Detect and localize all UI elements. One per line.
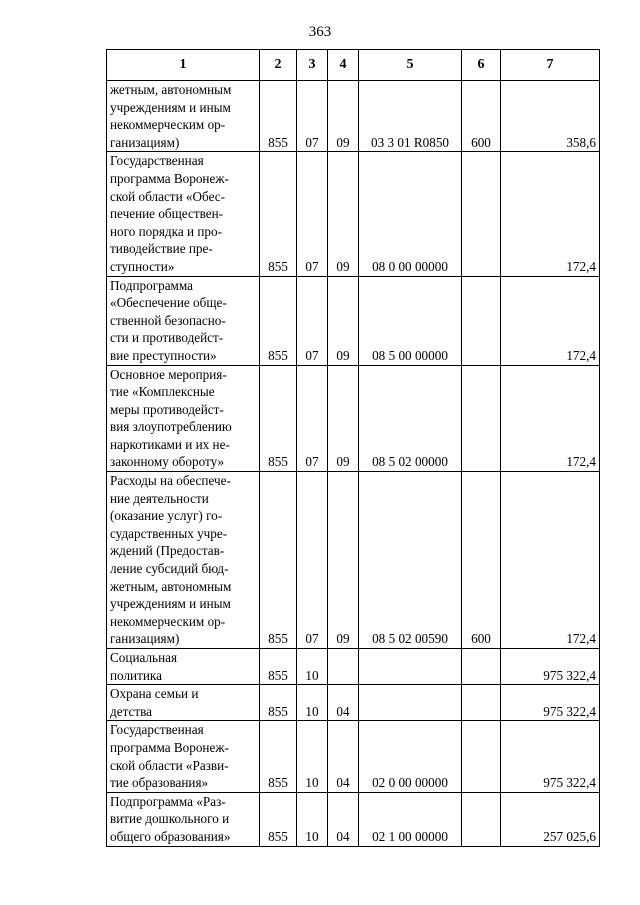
- ministry-code-cell: 855: [260, 365, 297, 472]
- row-name-line: ской области «Обес-: [110, 188, 225, 204]
- expense-type-cell: [462, 721, 501, 792]
- amount-cell: 975 322,4: [501, 649, 600, 685]
- row-name-line: сударственных учре-: [110, 525, 228, 541]
- expense-type-cell: [462, 365, 501, 472]
- row-name-line: ганизациям): [110, 631, 180, 647]
- column-header: 1: [107, 50, 260, 81]
- target-article-cell: 08 5 02 00590: [359, 472, 462, 649]
- section-code-cell: 10: [297, 685, 328, 721]
- row-name-line: Охрана семьи и: [110, 686, 199, 702]
- subsection-code-cell: 09: [328, 365, 359, 472]
- row-name-line: витие дошкольного и: [110, 811, 230, 827]
- row-name-cell: [107, 472, 260, 649]
- section-code-cell: 07: [297, 152, 328, 276]
- amount-cell: 358,6: [501, 81, 600, 152]
- row-name-line: некоммерческим ор-: [110, 613, 226, 629]
- expense-type-cell: 600: [462, 81, 501, 152]
- target-article-cell: 08 5 00 00000: [359, 276, 462, 365]
- expense-type-cell: [462, 152, 501, 276]
- target-article-cell: 08 0 00 00000: [359, 152, 462, 276]
- ministry-code-cell: 855: [260, 472, 297, 649]
- column-header: 5: [359, 50, 462, 81]
- section-code-cell: 07: [297, 81, 328, 152]
- row-name-line: жетным, автономным: [110, 82, 232, 97]
- row-name-line: некоммерческим ор-: [110, 117, 226, 133]
- row-name-line: ждений (Предостав-: [110, 543, 225, 559]
- section-code-cell: 10: [297, 792, 328, 846]
- row-name-line: ние деятельности: [110, 490, 209, 506]
- table-row: [107, 721, 600, 792]
- table-row: [107, 152, 600, 276]
- row-name-line: вие преступности»: [110, 347, 217, 363]
- target-article-cell: [359, 649, 462, 685]
- amount-cell: 975 322,4: [501, 685, 600, 721]
- amount-cell: 172,4: [501, 365, 600, 472]
- expense-type-cell: [462, 276, 501, 365]
- row-name-cell: [107, 276, 260, 365]
- row-name-line: печение обществен-: [110, 206, 224, 222]
- row-name-line: ской области «Разви-: [110, 757, 229, 773]
- row-name-line: учреждениям и иным: [110, 596, 231, 612]
- subsection-code-cell: 09: [328, 152, 359, 276]
- column-header: 6: [462, 50, 501, 81]
- row-name-line: ганизациям): [110, 134, 180, 150]
- ministry-code-cell: 855: [260, 152, 297, 276]
- subsection-code-cell: 04: [328, 685, 359, 721]
- row-name-line: тие образования»: [110, 775, 209, 791]
- amount-cell: 172,4: [501, 472, 600, 649]
- table-row: [107, 365, 600, 472]
- section-code-cell: 07: [297, 472, 328, 649]
- row-name-cell: [107, 649, 260, 685]
- table-row: [107, 472, 600, 649]
- subsection-code-cell: 09: [328, 81, 359, 152]
- row-name-line: тиводействие пре-: [110, 241, 213, 257]
- subsection-code-cell: 09: [328, 472, 359, 649]
- budget-table: [106, 49, 600, 847]
- ministry-code-cell: 855: [260, 649, 297, 685]
- expense-type-cell: [462, 649, 501, 685]
- target-article-cell: 02 0 00 00000: [359, 721, 462, 792]
- row-name-line: Государственная: [110, 722, 204, 738]
- row-name-line: ного порядка и про-: [110, 223, 222, 239]
- row-name-line: ственной безопасно-: [110, 312, 226, 328]
- subsection-code-cell: 09: [328, 276, 359, 365]
- row-name-line: «Обеспечение обще-: [110, 295, 227, 311]
- target-article-cell: [359, 685, 462, 721]
- target-article-cell: 08 5 02 00000: [359, 365, 462, 472]
- row-name-line: Государственная: [110, 153, 204, 169]
- table-row: [107, 685, 600, 721]
- row-name-line: меры противодейст-: [110, 401, 224, 417]
- subsection-code-cell: 04: [328, 792, 359, 846]
- amount-cell: 172,4: [501, 152, 600, 276]
- column-header: 7: [501, 50, 600, 81]
- ministry-code-cell: 855: [260, 81, 297, 152]
- row-name-cell: [107, 792, 260, 846]
- expense-type-cell: [462, 792, 501, 846]
- row-name-line: законному обороту»: [110, 454, 225, 470]
- section-code-cell: 10: [297, 721, 328, 792]
- row-name-line: (оказание услуг) го-: [110, 508, 223, 524]
- row-name-line: Подпрограмма «Раз-: [110, 793, 226, 809]
- row-name-cell: [107, 365, 260, 472]
- table-row: [107, 276, 600, 365]
- row-name-cell: [107, 81, 260, 152]
- row-name-line: жетным, автономным: [110, 578, 232, 594]
- table-row: [107, 649, 600, 685]
- subsection-code-cell: 04: [328, 721, 359, 792]
- subsection-code-cell: [328, 649, 359, 685]
- row-name-line: сти и противодейст-: [110, 330, 224, 346]
- ministry-code-cell: 855: [260, 721, 297, 792]
- row-name-line: Расходы на обеспече-: [110, 473, 231, 489]
- row-name-line: программа Воронеж-: [110, 739, 229, 755]
- target-article-cell: 03 3 01 R0850: [359, 81, 462, 152]
- row-name-cell: [107, 721, 260, 792]
- table-row: [107, 792, 600, 846]
- target-article-cell: 02 1 00 00000: [359, 792, 462, 846]
- row-name-line: ступности»: [110, 258, 175, 274]
- table-row: [107, 81, 600, 152]
- row-name-line: политика: [110, 667, 162, 683]
- section-code-cell: 10: [297, 649, 328, 685]
- row-name-line: Социальная: [110, 650, 178, 665]
- amount-cell: 975 322,4: [501, 721, 600, 792]
- row-name-line: детства: [110, 703, 153, 719]
- column-header: 4: [328, 50, 359, 81]
- amount-cell: 172,4: [501, 276, 600, 365]
- row-name-cell: [107, 152, 260, 276]
- row-name-line: тие «Комплексные: [110, 384, 215, 400]
- ministry-code-cell: 855: [260, 276, 297, 365]
- amount-cell: 257 025,6: [501, 792, 600, 846]
- expense-type-cell: [462, 685, 501, 721]
- column-header: 3: [297, 50, 328, 81]
- row-name-line: программа Воронеж-: [110, 170, 229, 186]
- ministry-code-cell: 855: [260, 792, 297, 846]
- row-name-cell: [107, 685, 260, 721]
- table-header-row: [107, 50, 600, 81]
- section-code-cell: 07: [297, 365, 328, 472]
- table-body: [107, 81, 600, 847]
- row-name-line: ление субсидий бюд-: [110, 561, 229, 577]
- expense-type-cell: 600: [462, 472, 501, 649]
- ministry-code-cell: 855: [260, 685, 297, 721]
- row-name-line: Подпрограмма: [110, 277, 194, 293]
- section-code-cell: 07: [297, 276, 328, 365]
- row-name-line: наркотиками и их не-: [110, 436, 230, 452]
- row-name-line: учреждениям и иным: [110, 99, 231, 115]
- row-name-line: Основное мероприя-: [110, 366, 227, 382]
- row-name-line: общего образования»: [110, 828, 231, 844]
- column-header: 2: [260, 50, 297, 81]
- page-number: 363: [308, 24, 332, 40]
- row-name-line: вия злоупотреблению: [110, 419, 232, 435]
